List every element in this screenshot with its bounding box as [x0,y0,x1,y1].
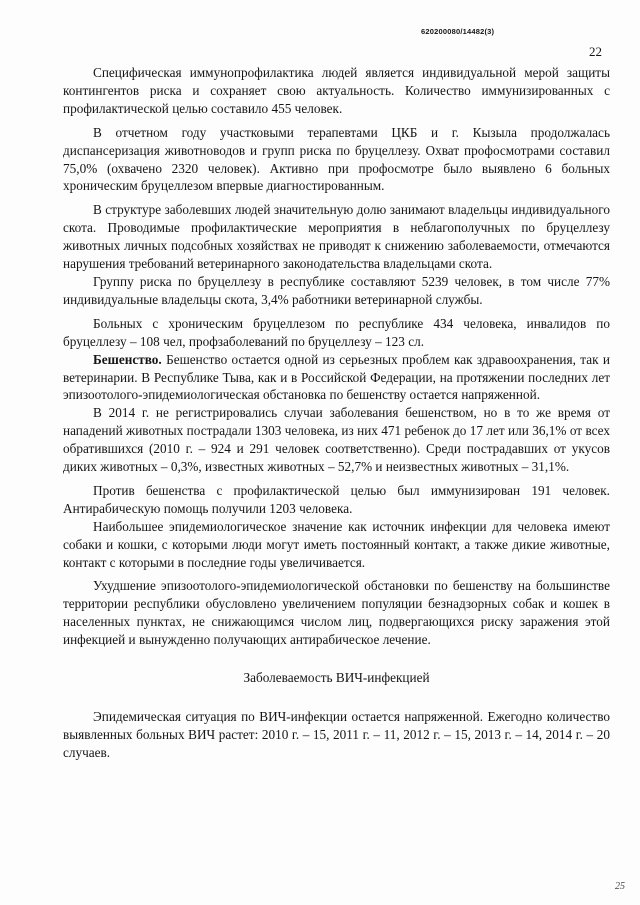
paragraph-structure: В структуре заболевших людей значительную долю занимают владельцы индивидуального скота. Проводимые профилактические мероприятия в неблагополучных по бруцеллезу животных личных подсобных хозяйствах не приводят к снижению заболеваемости, отмечаются нарушения требований ветеринарного законодательства владельцами скота. [63,202,610,272]
paragraph-hiv: Эпидемическая ситуация по ВИЧ-инфекции остается напряженной. Ежегодно количество выявленных больных ВИЧ растет: 2010 г. – 15, 2011 г. – 11, 2012 г. – 15, 2013 г. – 14, 2014 г. – 20 случаев. [63,709,610,760]
paragraph-rabies-immunized: Против бешенства с профилактической целью был иммунизирован 191 человек. Антирабическую помощь получили 1203 человека. [63,482,610,516]
paragraph-rabies-2014: В 2014 г. не регистрировались случаи заболевания бешенством, но в то же время от нападений животных пострадали 1303 человека, из них 471 ребенок до 17 лет или 36,1% от всех обратившихся (2010 г. – 924 и 291 человек соответственно). Среди пострадавших от укусов диких животных – 0,3%, известных животных – 52,7% и неизвестных животных – 31,1%. [63,405,610,475]
page-number: 22 [589,44,602,59]
paragraph-risk-group: Группу риска по бруцеллезу в республике составляют 5239 человек, в том числе 77% индивидуальные владельцы скота, 3,4% работники ветеринарной службы. [63,273,610,307]
paragraph-immunoprophylaxis: Специфическая иммунопрофилактика людей является индивидуальной мерой защиты контингентов риска и сохраняет свою актуальность. Количество иммунизированных с профилактической целью составило 455 человек. [63,65,610,116]
paragraph-chronic: Больных с хроническим бруцеллезом по республике 434 человека, инвалидов по бруцеллезу – 108 чел, профзаболеваний по бруцеллезу – 123 сл. [63,315,610,349]
document-id: 620200080/14482(3) [421,27,495,36]
paragraph-deterioration: Ухудшение эпизоотолого-эпидемиологической обстановки по бешенству на большинстве территории республики обусловлено увеличением популяции безнадзорных собак и кошек в населенных пунктах, не снижающимся числом лиц, подвергающихся риску заражения этой инфекцией и вынужденно получающих антирабическое лечение. [63,578,610,648]
document-body [63,64,610,762]
paragraph-infection-source: Наибольшее эпидемиологическое значение как источник инфекции для человека имеют собаки и кошки, с которыми люди могут иметь постоянный контакт, а также дикие животные, контакт с которыми в последние годы увеличивается. [63,518,610,570]
paragraph-rabies-intro [63,351,610,405]
section-heading-hiv: Заболеваемость ВИЧ-инфекцией [243,670,430,686]
corner-page-mark: 25 [615,881,625,892]
paragraph-dispensarization: В отчетном году участковыми терапевтами ЦКБ и г. Кызыла продолжалась диспансеризация животноводов и групп риска по бруцеллезу. Охват профосмотрами составил 75,0% (охвачено 2320 человек). Активно при профосмотре было выявлено 6 больных хроническим бруцеллезом впервые диагностированным. [63,124,610,194]
rabies-intro-text: Бешенство остается одной из серьезных проблем как здравоохранения, так и ветеринарии. В Республике Тыва, как и в Российской Федерации, на протяжении последних лет эпизоотолого-эпидемиологическая обстановка по бешенству остается напряженной. [63,351,610,403]
rabies-heading: Бешенство. [93,351,162,367]
